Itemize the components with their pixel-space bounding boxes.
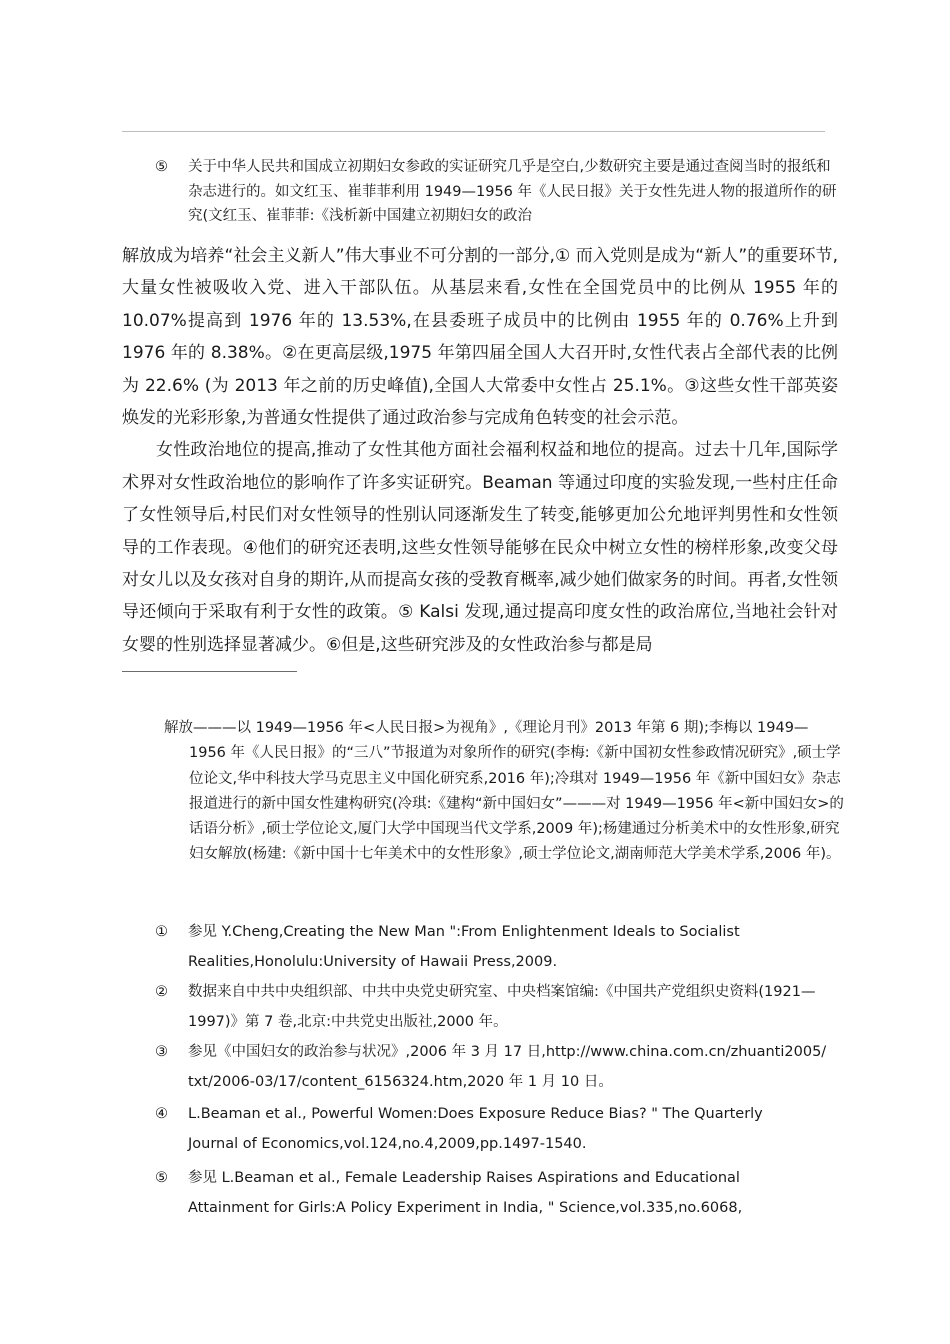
footnote-1 bbox=[155, 917, 845, 977]
footnote-text: 关于中华人民共和国成立初期妇女参政的实证研究几乎是空白,少数研究主要是通过查阅当时的报纸和杂志进行的。如文红玉、崔菲菲利用 1949—1956 年《人民日报》关于女性先进人物的报道所作的研究(文红玉、崔菲菲:《浅析新中国建立初期妇女的政治 bbox=[188, 159, 837, 224]
continued-footnote bbox=[164, 716, 844, 868]
footnote-2 bbox=[155, 977, 845, 1037]
footnote-marker: ⑤ bbox=[155, 1170, 168, 1186]
body-paragraph-1: 解放成为培养“社会主义新人”伟大事业不可分割的一部分,① 而入党则是成为“新人”的重要环节,大量女性被吸收入党、进入干部队伍。从基层来看,女性在全国党员中的比例从 1955 年的 10.07%提高到 1976 年的 13.53%,在县委班子成员中的比例由 1955 年的 0.76%上升到 1976 年的 8.38%。②在更高层级,1975 年第四届全国人大召开时,女性代表占全部代表的比例为 22.6% (为 2013 年之前的历史峰值),全国人大常委中女性占 25.1%。③这些女性干部英姿焕发的光彩形象,为普通女性提供了通过政治参与完成角色转变的社会示范。 bbox=[122, 246, 838, 429]
body-text bbox=[122, 240, 838, 661]
footnote-line: Attainment for Girls:A Policy Experiment in India, " Science,vol.335,no.6068, bbox=[188, 1200, 743, 1216]
footnote-line: 数据来自中共中央组织部、中共中央党史研究室、中央档案馆编:《中国共产党组织史资料(1921— bbox=[188, 984, 816, 1000]
footnote-separator bbox=[122, 671, 297, 672]
footnote-4 bbox=[155, 1099, 845, 1159]
footnote-line: 参见 Y.Cheng,Creating the New Man ":From Enlightenment Ideals to Socialist bbox=[188, 924, 740, 940]
footnote-line: Realities,Honolulu:University of Hawaii Press,2009. bbox=[188, 954, 558, 970]
footnote-marker: ③ bbox=[155, 1044, 168, 1060]
top-footnote bbox=[155, 155, 845, 229]
continued-footnote-text: 1956 年《人民日报》的“三八”节报道为对象所作的研究(李梅:《新中国初女性参政情况研究》,硕士学位论文,华中科技大学马克思主义中国化研究系,2016 年);冷琪对 1949—1956 年《新中国妇女》杂志报道进行的新中国女性建构研究(冷琪:《建构“新中国妇女”———对 1949—1956 年<新中国妇女>的话语分析》,硕士学位论文,厦门大学中国现当代文学系,2009 年);杨建通过分析美术中的女性形象,研究妇女解放(杨建:《新中国十七年美术中的女性形象》,硕士学位论文,湖南师范大学美术学系,2006 年)。 bbox=[189, 745, 844, 863]
footnote-5 bbox=[155, 1163, 845, 1223]
footnote-marker: ② bbox=[155, 984, 168, 1000]
footnote-marker: ① bbox=[155, 924, 168, 940]
footnote-line: 参见《中国妇女的政治参与状况》,2006 年 3 月 17 日,http://www.china.com.cn/zhuanti2005/ bbox=[188, 1044, 827, 1060]
body-paragraph-2: 女性政治地位的提高,推动了女性其他方面社会福利权益和地位的提高。过去十几年,国际学术界对女性政治地位的影响作了许多实证研究。Beaman 等通过印度的实验发现,一些村庄任命了女性领导后,村民们对女性领导的性别认同逐渐发生了转变,能够更加公允地评判男性和女性领导的工作表现。④他们的研究还表明,这些女性领导能够在民众中树立女性的榜样形象,改变父母对女儿以及女孩对自身的期许,从而提高女孩的受教育概率,减少她们做家务的时间。再者,女性领导还倾向于采取有利于女性的政策。⑤ Kalsi 发现,通过提高印度女性的政治席位,当地社会针对女婴的性别选择显著减少。⑥但是,这些研究涉及的女性政治参与都是局 bbox=[122, 440, 838, 655]
footnote-marker: ⑤ bbox=[155, 159, 168, 175]
footnote-3 bbox=[155, 1037, 845, 1097]
header-rule bbox=[122, 131, 825, 132]
continued-footnote-first-line: 解放———以 1949—1956 年<人民日报>为视角》,《理论月刊》2013 年第 6 期);李梅以 1949— bbox=[164, 720, 809, 736]
footnote-line: L.Beaman et al., Powerful Women:Does Exposure Reduce Bias? " The Quarterly bbox=[188, 1106, 763, 1122]
footnote-marker: ④ bbox=[155, 1106, 168, 1122]
footnote-line: 1997)》第 7 卷,北京:中共党史出版社,2000 年。 bbox=[188, 1014, 508, 1030]
footnote-line: Journal of Economics,vol.124,no.4,2009,pp.1497-1540. bbox=[188, 1136, 587, 1152]
footnote-line: 参见 L.Beaman et al., Female Leadership Raises Aspirations and Educational bbox=[188, 1170, 740, 1186]
footnote-line: txt/2006-03/17/content_6156324.htm,2020 年 1 月 10 日。 bbox=[188, 1074, 613, 1090]
